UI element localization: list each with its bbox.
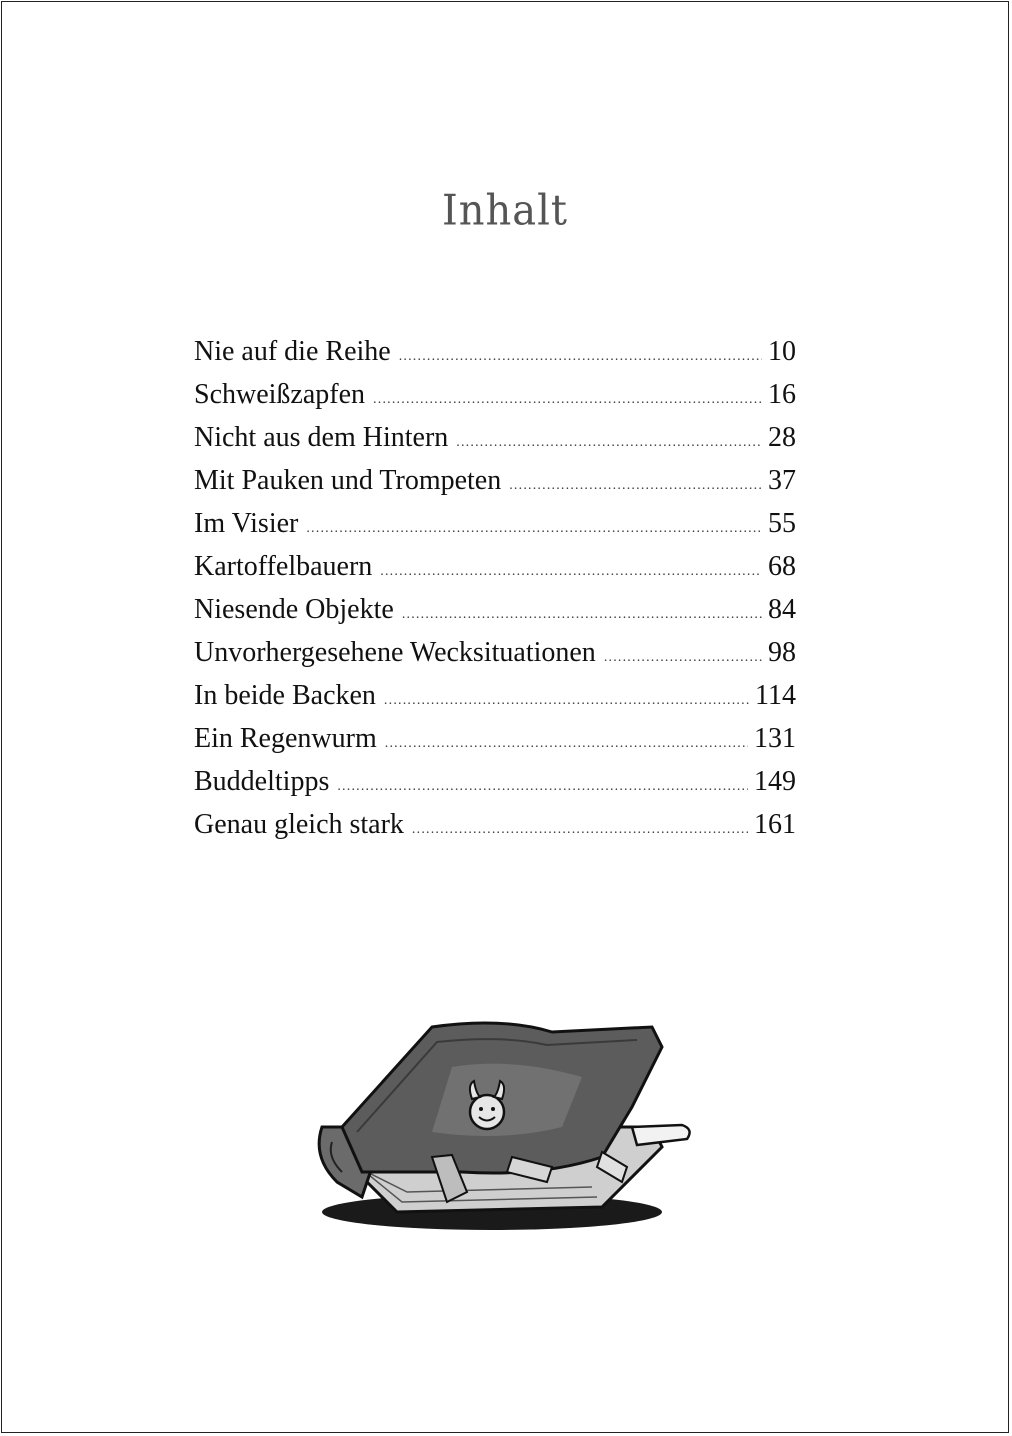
toc-entry-title: Schweißzapfen	[194, 379, 366, 410]
toc-entry-page: 68	[768, 551, 796, 582]
toc-entry-title: In beide Backen	[194, 680, 376, 711]
toc-entry-page: 37	[768, 465, 796, 496]
toc-entry-page: 10	[768, 336, 796, 367]
toc-entry-page: 84	[768, 594, 796, 625]
toc-entry	[194, 465, 796, 508]
toc-entry-page: 98	[768, 637, 796, 668]
toc-dot-leader	[509, 478, 762, 494]
toc-entry-title: Niesende Objekte	[194, 594, 394, 625]
book-page	[1, 1, 1009, 1433]
table-of-contents	[194, 336, 796, 852]
toc-entry	[194, 551, 796, 594]
toc-entry-title: Im Visier	[194, 508, 299, 539]
toc-dot-leader	[306, 521, 762, 537]
toc-entry	[194, 594, 796, 637]
toc-entry	[194, 809, 796, 852]
toc-dot-leader	[385, 736, 748, 752]
toc-dot-leader	[399, 349, 762, 365]
toc-entry	[194, 422, 796, 465]
toc-entry-title: Unvorhergesehene Wecksituationen	[194, 637, 596, 668]
toc-dot-leader	[402, 607, 762, 623]
toc-entry-page: 161	[754, 809, 796, 840]
toc-dot-leader	[380, 564, 762, 580]
toc-entry-title: Kartoffelbauern	[194, 551, 373, 582]
toc-entry-title: Nicht aus dem Hintern	[194, 422, 449, 453]
horned-book-icon	[302, 1007, 707, 1242]
toc-entry-title: Genau gleich stark	[194, 809, 404, 840]
toc-entry-page: 149	[754, 766, 796, 797]
toc-dot-leader	[604, 650, 762, 666]
toc-dot-leader	[384, 693, 749, 709]
toc-entry-page: 55	[768, 508, 796, 539]
toc-entry	[194, 723, 796, 766]
toc-entry-title: Nie auf die Reihe	[194, 336, 391, 367]
toc-entry	[194, 508, 796, 551]
toc-entry-title: Ein Regenwurm	[194, 723, 377, 754]
toc-entry	[194, 637, 796, 680]
toc-entry	[194, 680, 796, 723]
toc-dot-leader	[412, 822, 748, 838]
toc-entry-page: 28	[768, 422, 796, 453]
toc-dot-leader	[456, 435, 762, 451]
toc-entry-title: Mit Pauken und Trompeten	[194, 465, 502, 496]
toc-entry	[194, 336, 796, 379]
toc-dot-leader	[337, 779, 748, 795]
toc-entry	[194, 379, 796, 422]
toc-entry-page: 16	[768, 379, 796, 410]
toc-entry-page: 114	[755, 680, 796, 711]
page-title: Inhalt	[441, 186, 569, 236]
toc-entry-page: 131	[754, 723, 796, 754]
toc-dot-leader	[373, 392, 762, 408]
toc-entry	[194, 766, 796, 809]
toc-entry-title: Buddeltipps	[194, 766, 330, 797]
